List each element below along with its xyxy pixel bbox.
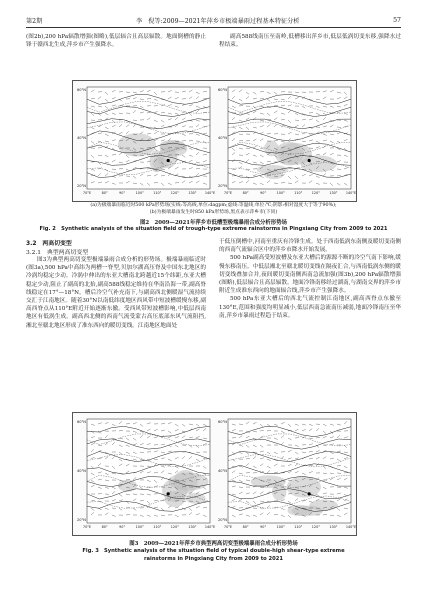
latitude-tick-label: 20°N [217, 518, 227, 522]
page-number: 57 [393, 16, 401, 24]
latitude-tick-label: 60°N [217, 88, 227, 92]
longitude-tick-label: 110° [153, 525, 162, 529]
pingxiang-marker [308, 492, 311, 495]
figure-3-canvas [73, 413, 356, 535]
latitude-tick-label: 20°N [76, 518, 86, 522]
longitude-tick-label: 140°E [345, 525, 356, 529]
latitude-tick-label: 20°N [76, 184, 86, 188]
latitude-tick-label: 40°N [76, 469, 86, 473]
right-body: 于低压倒槽中,河南至重庆有冷锋生成。处于西南低涡东南侧及暖切变南侧的西南气流辐合区中的萍乡市降水开始发展。 500 hPa副高受短波槽及东亚大槽后的源源不断的冷空气南下影响,缓慢东移南压。中低层湘北至赣北暖切变线在隔夜汇合,与西南低涡东侧的暖切变线叠加合并,夜间暖切变南侧西南急流加强(图3b),200 hPa辐散增强(图略),低层辐合且高层辐散。地面冷锋南移经过湖南,与湖南交界的萍乡市附近生成准东西向的地面辐合线,萍乡市产生强降水。 500 hPa东亚大槽后的西北气流控制江南地区,副高西脊点东撤至130°E,范围和强度均明显减小,低层西南急流南压减弱,地面冷锋南压至华南,萍乡市暴雨过程趋于结束。 [219, 239, 401, 319]
subsection-title: 3.2.1 典型两高切变型 [26, 250, 89, 256]
longitude-tick-label: 100° [135, 525, 144, 529]
longitude-tick-label: 130° [188, 525, 197, 529]
latitude-tick-label: 40°N [217, 469, 227, 473]
longitude-tick-label: 130° [329, 191, 338, 195]
top-right-paragraph: 副高588线南压至南岭,低槽移出萍乡市,低层低涡切变东移,强降水过程结束。 [219, 34, 401, 49]
section-title: 3.2 两高切变型 [26, 241, 72, 247]
longitude-tick-label: 80° [101, 191, 108, 195]
pingxiang-marker [308, 159, 311, 162]
figure-3-caption-en-1: Fig. 3 Synthetic analysis of the situation field of typical double-high shear-type extreme [82, 548, 345, 554]
figure-2-canvas [73, 81, 356, 201]
longitude-tick-label: 80° [101, 525, 108, 529]
humidity-shading [169, 473, 209, 491]
figure-2-caption-cn: 图2 2009—2021年萍乡市低槽型极端暴雨合成分析形势场 [140, 220, 287, 226]
top-left-paragraph: (图2b),200 hPa辐散增强(图略),低层辐合且高层辐散。地面倒槽的静止锋于赣西北生成,萍乡市产生强降水。 [26, 34, 206, 49]
map-frame [87, 419, 210, 523]
longitude-tick-label: 140°E [204, 191, 216, 195]
longitude-tick-label: 100° [276, 191, 285, 195]
longitude-tick-label: 120° [170, 525, 179, 529]
map-frame [228, 87, 351, 189]
running-header [26, 14, 401, 26]
longitude-tick-label: 90° [119, 191, 126, 195]
longitude-tick-label: 130° [329, 525, 338, 529]
header-rule [26, 27, 401, 28]
latitude-tick-label: 60°N [217, 420, 227, 424]
humidity-shading [275, 142, 304, 166]
longitude-tick-label: 120° [311, 525, 320, 529]
longitude-tick-label: 140°E [345, 191, 356, 195]
longitude-tick-label: 120° [311, 191, 320, 195]
figure-3-caption-en-2: rainstorms in Pingxiang City from 2009 to 2021 [144, 556, 283, 562]
longitude-tick-label: 110° [153, 191, 162, 195]
longitude-tick-label: 100° [276, 525, 285, 529]
longitude-tick-label: 90° [260, 525, 267, 529]
latitude-tick-label: 20°N [217, 184, 227, 188]
map-panel [218, 87, 356, 195]
longitude-tick-label: 140°E [204, 525, 216, 529]
figure-2-subcaption-a: (a)为极端暴雨临近时500 kPa形势场(实线:等高线,单位:dagpm;虚线:等温线,单位:℃;阴影:相对湿度大于等于90%); [90, 203, 337, 208]
longitude-tick-label: 70°E [223, 525, 233, 529]
map-panel [77, 419, 215, 529]
longitude-tick-label: 110° [294, 191, 303, 195]
latitude-tick-label: 60°N [76, 420, 86, 424]
latitude-tick-label: 40°N [76, 136, 86, 140]
figure-2-maps [72, 80, 357, 202]
map-panel [218, 419, 356, 529]
humidity-shading [264, 140, 278, 156]
issue-label: 第2期 [26, 17, 43, 25]
figure-2-caption-en: Fig. 2 Synthetic analysis of the situation field of trough-type extreme rainstorms in Pingxiang City from 2009 to 2021 [39, 226, 388, 232]
figure-2-subcaption-b: (b)为极端暴雨发生时850 kPa形势场,黑点表示萍乡市(下同) [149, 210, 278, 215]
longitude-tick-label: 100° [135, 191, 144, 195]
longitude-tick-label: 70°E [82, 191, 92, 195]
longitude-tick-label: 110° [294, 525, 303, 529]
longitude-tick-label: 70°E [223, 191, 233, 195]
longitude-tick-label: 80° [242, 191, 249, 195]
map-panel [77, 87, 215, 195]
figure-3-caption-cn: 图3 2009—2021年萍乡市典型两高切变型极端暴雨合成分析形势场 [129, 541, 298, 547]
longitude-tick-label: 90° [260, 191, 267, 195]
pingxiang-marker [167, 159, 170, 162]
longitude-tick-label: 130° [188, 191, 197, 195]
humidity-shading [272, 483, 286, 501]
longitude-tick-label: 90° [119, 525, 126, 529]
latitude-tick-label: 60°N [76, 88, 86, 92]
longitude-tick-label: 120° [170, 191, 179, 195]
longitude-tick-label: 70°E [82, 525, 92, 529]
running-title: 李 倪等:2009—2021年萍乡市极端暴雨过程基本特征分析 [135, 17, 300, 25]
latitude-tick-label: 40°N [217, 136, 227, 140]
longitude-tick-label: 80° [242, 525, 249, 529]
left-body-paragraph: 图3为典型两高切变型极端暴雨合成分析的形势场。极端暴雨临近时(图3a),500 hPa中高纬为两槽一脊型,贝加尔湖高压脊及中国东北地区的冷涡均稳定少动。冷涡中伸出的东亚大槽南北跨越近15个纬距,东亚大槽稳定少动,阻止了副高的北抬,副高588线稳定维持在华南沿海一带,副高脊线稳定在17°—18°N。槽后冷空气补充南下,与副高西北侧暖湿气流持续交汇于江南地区。随着30°N以南低纬度地区西风带中短波槽缓慢东移,副高西脊点从110°E附近开始逐渐东撤。受西风带短波槽影响,中低层西南地区有低涡生成。副高西北侧的西南气流受蒙古高压底部东风气流阻挡,湘北至赣北地区形成了准东西向的暖切变线。江南地区地面处 [26, 257, 206, 329]
figure-3-maps [72, 412, 357, 536]
pingxiang-marker [167, 492, 170, 495]
humidity-shading [287, 476, 321, 497]
